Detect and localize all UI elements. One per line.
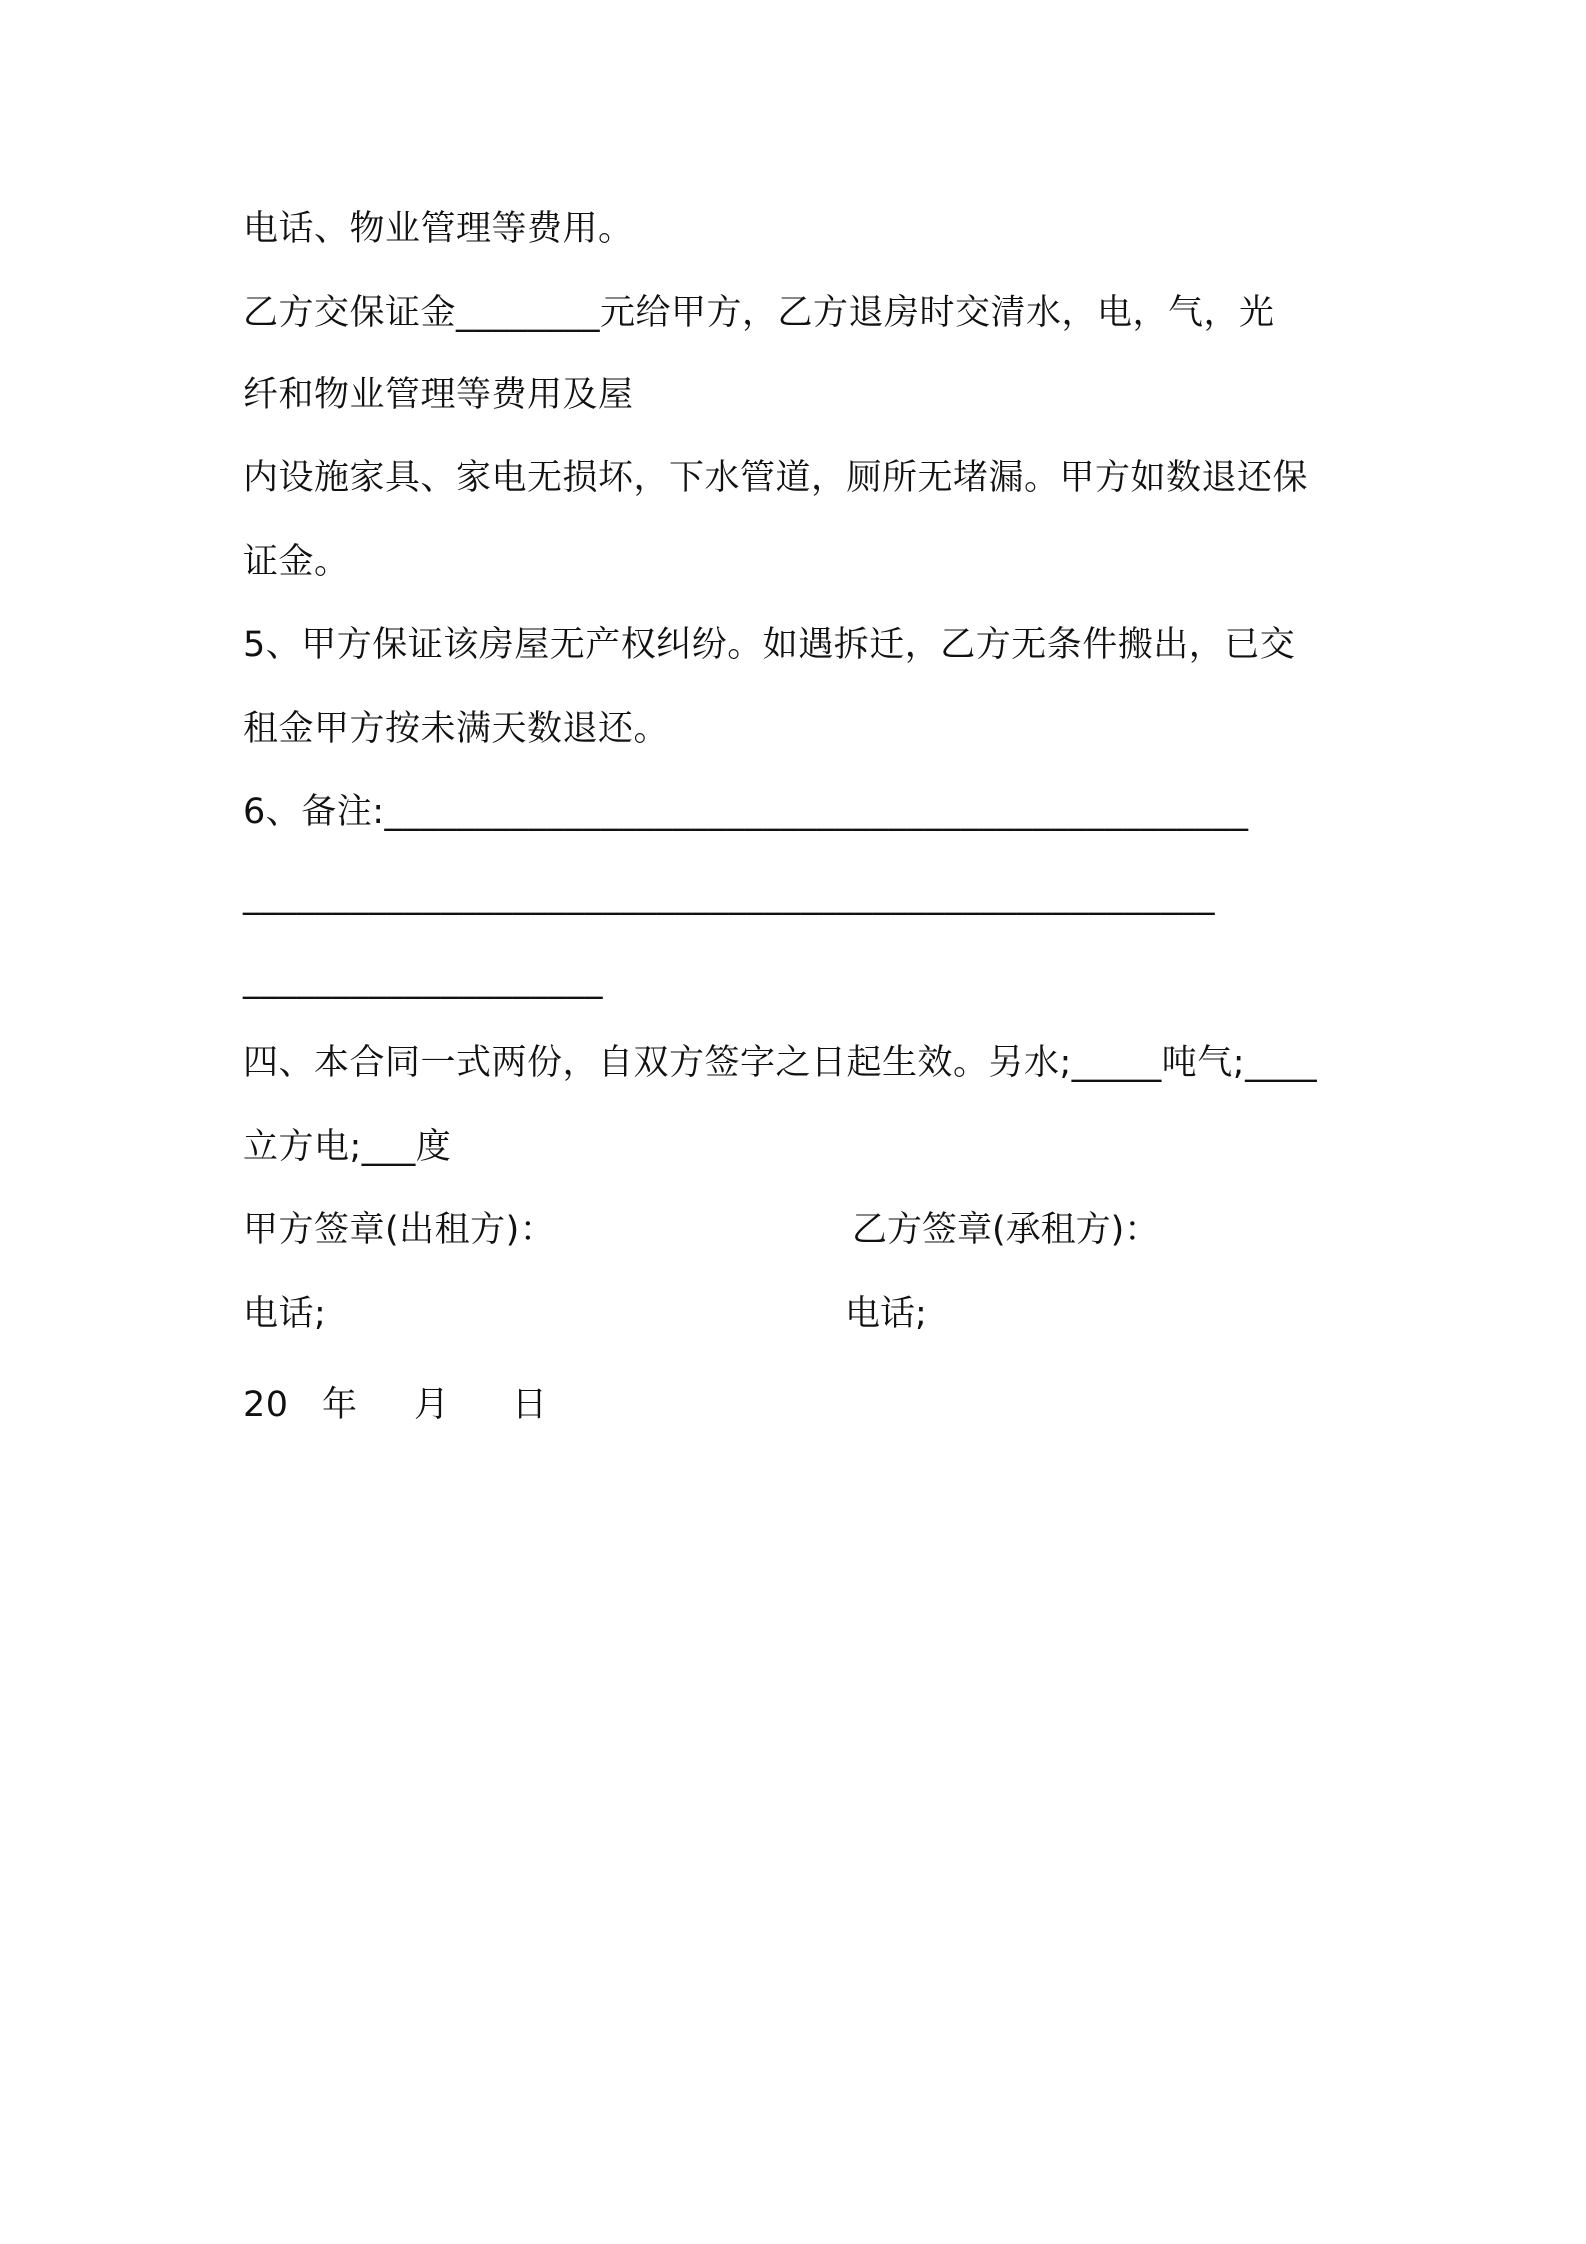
- text-line-clause-4-cont: 立方电;___度: [243, 1127, 452, 1167]
- text-line-facilities: 内设施家具、家电无损坏，下水管道，厕所无堵漏。甲方如数退还保: [243, 458, 1309, 498]
- text-line-deposit: 乙方交保证金________元给甲方，乙方退房时交清水，电，气，光: [243, 293, 1275, 333]
- date-year-prefix: 20: [243, 1385, 289, 1425]
- party-a-signature-label: 甲方签章(出租方)：: [243, 1210, 556, 1250]
- text-line-deposit-end: 证金。: [243, 542, 350, 582]
- text-line-remarks-blank-2: ____________________: [243, 960, 603, 1000]
- text-line-remarks: 6、备注:________________________________________________: [243, 792, 1249, 832]
- text-line-clause-5: 5、甲方保证该房屋无产权纠纷。如遇拆迁，乙方无条件搬出，已交: [243, 625, 1296, 665]
- text-line-fees: 电话、物业管理等费用。: [243, 209, 634, 249]
- text-line-clause-5-cont: 租金甲方按未满天数退还。: [243, 709, 670, 749]
- text-line-remarks-blank-1: ______________________________________________________: [243, 876, 1215, 916]
- date-month: 月: [414, 1385, 450, 1425]
- party-b-phone-label: 电话;: [845, 1294, 927, 1334]
- text-line-clause-4: 四、本合同一式两份，自双方签字之日起生效。另水;_____吨气;____: [243, 1043, 1318, 1083]
- text-line-deposit-cont: 纤和物业管理等费用及屋: [243, 375, 634, 415]
- date-year: 年: [322, 1385, 358, 1425]
- party-a-phone-label: 电话;: [243, 1294, 327, 1334]
- party-b-signature-label: 乙方签章(承租方)：: [852, 1210, 1160, 1250]
- date-day: 日: [512, 1385, 548, 1425]
